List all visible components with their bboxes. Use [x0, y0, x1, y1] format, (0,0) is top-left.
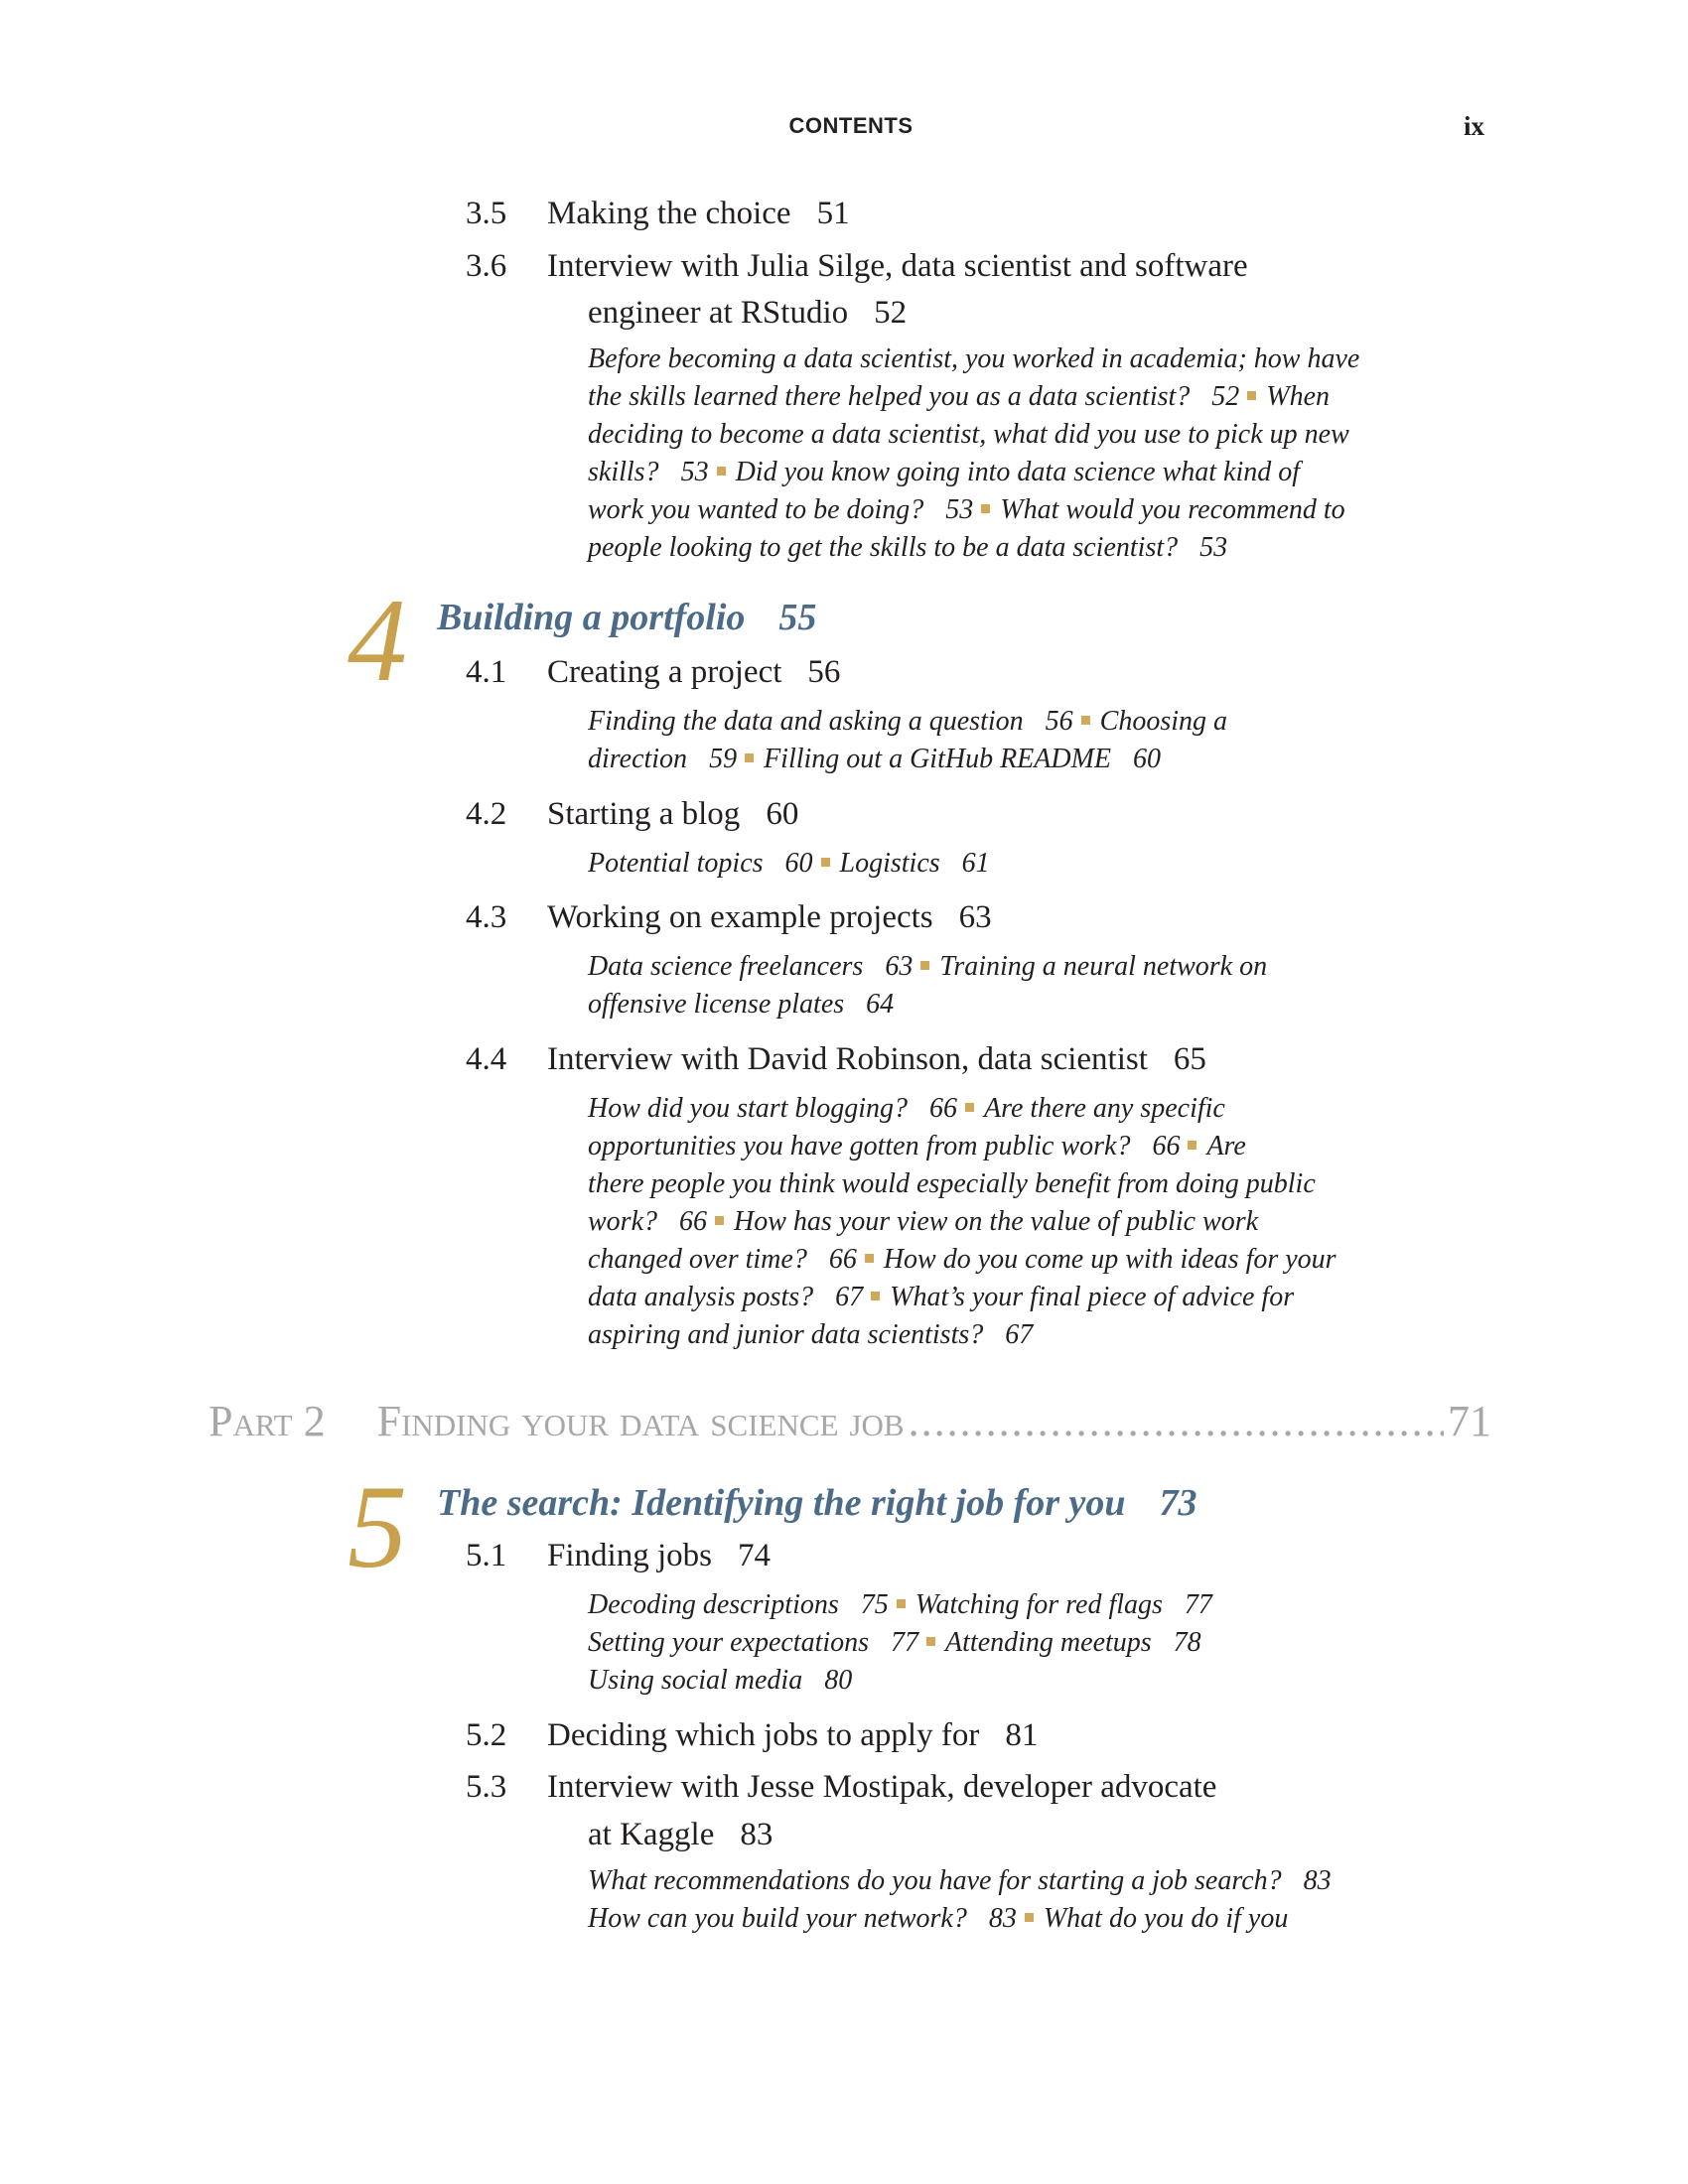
chapter-title[interactable]: The search: Identifying the right job for you 73 [437, 1482, 1197, 1524]
subsection-title[interactable]: How can you build your network? [588, 1903, 967, 1934]
toc-section-4-4[interactable] [466, 1039, 1459, 1079]
subsection-line [588, 1662, 1442, 1700]
section-title: Interview with David Robinson, data scientist 65 [547, 1041, 1206, 1077]
subsection-page: 66 [828, 1244, 857, 1275]
square-bullet-icon [981, 504, 990, 513]
section-page: 56 [807, 654, 841, 690]
subsection-title[interactable]: data analysis posts? [588, 1282, 814, 1312]
subsection-title[interactable]: Watching for red flags [914, 1589, 1163, 1620]
section-title: Interview with Jesse Mostipak, developer advocate [547, 1769, 1217, 1805]
subsection-title[interactable]: skills? [588, 457, 659, 487]
section-title: Making the choice 51 [547, 196, 850, 231]
subsection-page: 64 [866, 989, 895, 1020]
subsection-line [588, 378, 1442, 416]
square-bullet-icon [715, 1216, 724, 1225]
subsection-page: 66 [929, 1093, 958, 1124]
chapter-page: 55 [778, 597, 817, 638]
subsection-page: 56 [1045, 706, 1073, 737]
chapter-title[interactable]: Building a portfolio 55 [437, 597, 817, 638]
section-title: Interview with Julia Silge, data scientist and software [547, 248, 1248, 284]
subsection-line [588, 454, 1442, 491]
subsection-line [588, 1241, 1442, 1279]
subsection-title[interactable]: Did you know going into data science what kind of [735, 457, 1301, 487]
part-label: Part 2 [209, 1397, 326, 1445]
section-page: 81 [1005, 1717, 1039, 1753]
subsection-title[interactable]: Filling out a GitHub README [764, 744, 1112, 774]
subsection-line [588, 529, 1442, 567]
subsection-page: 60 [784, 848, 813, 879]
square-bullet-icon [745, 753, 754, 762]
square-bullet-icon [1025, 1913, 1034, 1922]
subsection-title[interactable]: Potential topics [588, 848, 764, 879]
subsection-line [588, 741, 1442, 778]
square-bullet-icon [821, 858, 830, 867]
subsection-page: 83 [988, 1903, 1017, 1934]
subsection-list [588, 703, 1442, 778]
section-title: Deciding which jobs to apply for 81 [547, 1717, 1039, 1753]
section-number: 4.2 [466, 796, 507, 832]
square-bullet-icon [965, 1103, 974, 1112]
section-number: 4.1 [466, 654, 507, 690]
subsection-list [588, 1586, 1442, 1700]
part-heading[interactable] [209, 1396, 1491, 1447]
toc-section-3-5[interactable] [466, 194, 1459, 233]
subsection-page: 60 [1133, 744, 1162, 774]
section-page: 52 [874, 295, 908, 331]
toc-section-5-1[interactable] [466, 1536, 1459, 1575]
subsection-title[interactable]: Setting your expectations [588, 1627, 870, 1658]
section-number: 5.3 [466, 1769, 507, 1805]
subsection-line [588, 986, 1442, 1024]
section-page: 51 [816, 196, 850, 231]
subsection-page: 75 [860, 1589, 889, 1620]
subsection-title[interactable]: Using social media [588, 1665, 803, 1696]
square-bullet-icon [871, 1292, 880, 1300]
toc-section-5-3[interactable] [466, 1767, 1459, 1807]
subsection-page: 52 [1211, 381, 1240, 412]
subsection-page: 78 [1173, 1627, 1201, 1658]
section-page: 74 [737, 1538, 771, 1573]
subsection-page: 61 [961, 848, 990, 879]
subsection-line [588, 1862, 1442, 1900]
subsection-title[interactable]: there people you think would especially benefit from doing public [588, 1168, 1316, 1199]
subsection-title[interactable]: work? [588, 1206, 657, 1237]
subsection-title[interactable]: When [1266, 381, 1331, 412]
subsection-line [588, 703, 1442, 741]
section-page: 65 [1173, 1041, 1206, 1077]
section-title-continuation: engineer at RStudio 52 [588, 295, 908, 331]
subsection-line [588, 1090, 1442, 1128]
part-page: 71 [1448, 1397, 1491, 1445]
subsection-title[interactable]: deciding to become a data scientist, what did you use to pick up new [588, 419, 1349, 450]
subsection-page: 63 [885, 951, 914, 982]
subsection-title[interactable]: Are there any specific [984, 1093, 1225, 1124]
toc-section-3-6[interactable] [466, 246, 1459, 286]
section-number: 3.6 [466, 248, 507, 284]
subsection-page: 67 [835, 1282, 864, 1312]
toc-section-5-2[interactable] [466, 1715, 1459, 1755]
subsection-line [588, 491, 1442, 529]
subsection-line [588, 341, 1442, 378]
subsection-list [588, 845, 1442, 883]
section-page: 60 [766, 796, 799, 832]
subsection-title[interactable]: What recommendations do you have for starting a job search? [588, 1865, 1282, 1896]
subsection-title[interactable]: How did you start blogging? [588, 1093, 909, 1124]
subsection-page: 66 [1152, 1131, 1181, 1161]
subsection-title[interactable]: Finding the data and asking a question [588, 706, 1024, 737]
subsection-title[interactable]: Before becoming a data scientist, you worked in academia; how have [588, 343, 1360, 374]
square-bullet-icon [926, 1637, 935, 1646]
subsection-line [588, 1586, 1442, 1624]
subsection-list [588, 1090, 1442, 1354]
square-bullet-icon [865, 1254, 874, 1263]
subsection-list [588, 341, 1442, 567]
section-number: 5.1 [466, 1538, 507, 1573]
subsection-page: 53 [945, 494, 974, 525]
section-title-continuation: at Kaggle 83 [588, 1817, 774, 1852]
chapter-page: 73 [1159, 1482, 1197, 1524]
subsection-page: 77 [1184, 1589, 1212, 1620]
subsection-page: 67 [1005, 1319, 1034, 1350]
subsection-line [588, 1128, 1442, 1165]
subsection-line [588, 1900, 1442, 1938]
toc-section-4-3[interactable] [466, 897, 1459, 937]
subsection-title[interactable]: What do you do if you [1043, 1903, 1289, 1934]
chapter-numeral: 5 [348, 1460, 407, 1592]
leader-dots [909, 1396, 1444, 1447]
section-title: Creating a project 56 [547, 654, 841, 690]
subsection-title[interactable]: What would you recommend to [1000, 494, 1345, 525]
section-page: 83 [740, 1817, 774, 1852]
section-number: 4.4 [466, 1041, 507, 1077]
subsection-title[interactable]: direction [588, 744, 688, 774]
subsection-title[interactable]: How has your view on the value of public work [734, 1206, 1259, 1237]
subsection-title[interactable]: opportunities you have gotten from public work? [588, 1131, 1131, 1161]
part-title: Finding your data science job [376, 1397, 905, 1445]
toc-section-4-1[interactable] [466, 652, 1459, 692]
subsection-list [588, 1862, 1442, 1938]
subsection-page: 53 [1199, 532, 1228, 563]
chapter-numeral: 4 [348, 574, 407, 706]
square-bullet-icon [1188, 1141, 1196, 1150]
subsection-title[interactable]: offensive license plates [588, 989, 845, 1020]
section-number: 4.3 [466, 899, 507, 935]
subsection-title[interactable]: Decoding descriptions [588, 1589, 839, 1620]
subsection-title[interactable]: Attending meetups [945, 1627, 1152, 1658]
subsection-title[interactable]: What’s your final piece of advice for [890, 1282, 1295, 1312]
subsection-page: 59 [709, 744, 738, 774]
subsection-title[interactable]: work you wanted to be doing? [588, 494, 924, 525]
section-title: Working on example projects 63 [547, 899, 992, 935]
subsection-line [588, 948, 1442, 986]
subsection-page: 80 [824, 1665, 853, 1696]
subsection-title[interactable]: the skills learned there helped you as a data scientist? [588, 381, 1191, 412]
subsection-title[interactable]: Choosing a [1099, 706, 1227, 737]
subsection-title[interactable]: Data science freelancers [588, 951, 864, 982]
subsection-title[interactable]: Are [1206, 1131, 1246, 1161]
subsection-line [588, 416, 1442, 454]
subsection-page: 77 [891, 1627, 919, 1658]
square-bullet-icon [920, 961, 929, 970]
square-bullet-icon [1081, 716, 1090, 725]
subsection-page: 66 [679, 1206, 707, 1237]
subsection-title[interactable]: Logistics [839, 848, 940, 879]
subsection-line [588, 845, 1442, 883]
running-head: CONTENTS [788, 113, 914, 138]
subsection-title[interactable]: changed over time? [588, 1244, 807, 1275]
subsection-line [588, 1279, 1442, 1316]
section-title: Finding jobs 74 [547, 1538, 771, 1573]
section-number: 3.5 [466, 196, 507, 231]
section-title: Starting a blog 60 [547, 796, 799, 832]
subsection-line [588, 1165, 1442, 1203]
subsection-line [588, 1624, 1442, 1662]
page-number: ix [1464, 111, 1485, 141]
toc-section-4-2[interactable] [466, 794, 1459, 834]
section-number: 5.2 [466, 1717, 507, 1753]
subsection-line [588, 1203, 1442, 1241]
subsection-title[interactable]: people looking to get the skills to be a data scientist? [588, 532, 1179, 563]
square-bullet-icon [717, 467, 726, 476]
square-bullet-icon [897, 1599, 906, 1608]
section-page: 63 [958, 899, 992, 935]
square-bullet-icon [1247, 391, 1256, 400]
subsection-page: 53 [680, 457, 709, 487]
subsection-title[interactable]: How do you come up with ideas for your [883, 1244, 1336, 1275]
subsection-list [588, 948, 1442, 1024]
subsection-page: 83 [1303, 1865, 1332, 1896]
subsection-title[interactable]: aspiring and junior data scientists? [588, 1319, 984, 1350]
subsection-title[interactable]: Training a neural network on [939, 951, 1268, 982]
subsection-line [588, 1316, 1442, 1354]
